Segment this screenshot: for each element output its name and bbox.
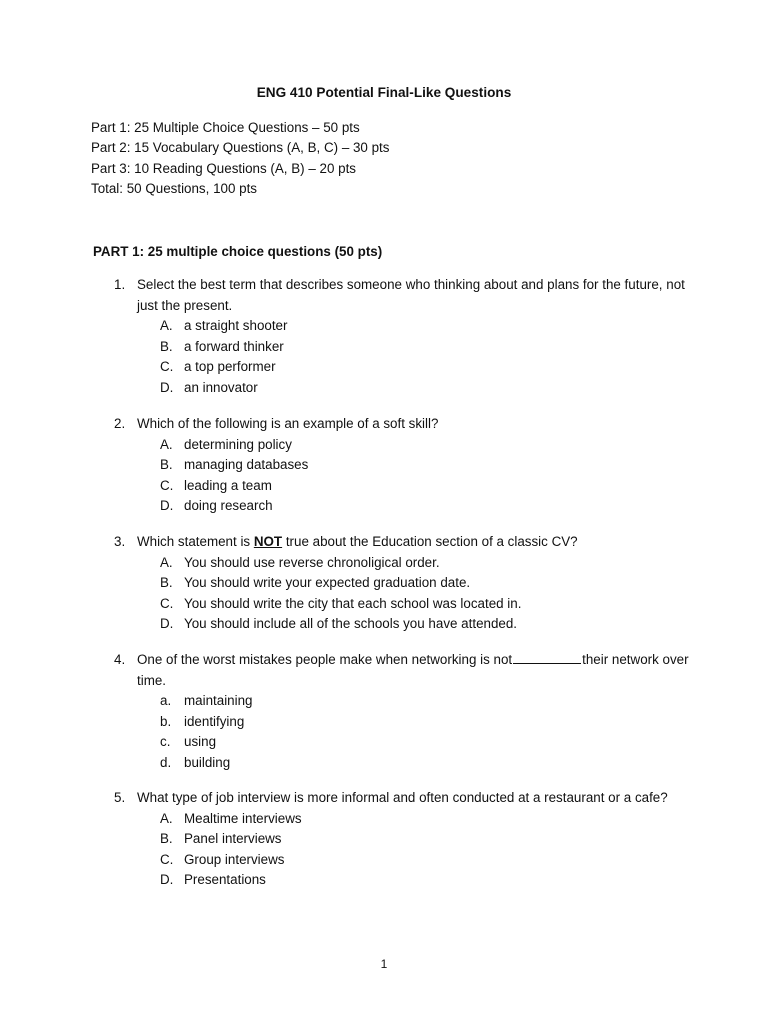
option-item xyxy=(114,435,694,456)
option-letter: D. xyxy=(160,872,174,888)
option-item xyxy=(114,870,694,891)
summary-line-total: Total: 50 Questions, 100 pts xyxy=(91,181,257,197)
option-item xyxy=(114,496,694,517)
option-letter: D. xyxy=(160,616,174,632)
question-number: 3. xyxy=(114,534,126,549)
option-letter: B. xyxy=(160,338,173,354)
option-text: You should include all of the schools you have attended. xyxy=(184,616,518,632)
option-item xyxy=(114,357,694,378)
option-item xyxy=(114,829,694,850)
option-text: determining policy xyxy=(184,436,292,452)
question-text-start: One of the worst mistakes people make when networking is not xyxy=(137,652,513,667)
option-text: a top performer xyxy=(184,359,276,375)
option-text: doing research xyxy=(184,498,273,514)
question-text: Select the best term that describes someone who thinking about and plans for the future, not just the present. xyxy=(137,277,685,313)
option-letter: D. xyxy=(160,498,174,514)
emphasis-not: NOT xyxy=(253,534,283,549)
option-text: identifying xyxy=(184,713,245,729)
option-item xyxy=(114,594,694,615)
option-letter: a. xyxy=(160,693,172,708)
option-letter: A. xyxy=(160,554,173,570)
option-text: You should use reverse chronoligical order. xyxy=(184,554,440,570)
option-item xyxy=(114,753,694,774)
option-list xyxy=(114,809,694,891)
option-list xyxy=(114,553,694,635)
option-text: Presentations xyxy=(184,872,266,888)
option-item xyxy=(114,809,694,830)
question-2 xyxy=(114,414,694,517)
option-letter: C. xyxy=(160,851,174,867)
option-item xyxy=(114,712,694,733)
option-text: Mealtime interviews xyxy=(184,810,302,826)
option-letter: C. xyxy=(160,595,174,611)
page-number: 1 xyxy=(380,957,388,971)
option-letter: A. xyxy=(160,810,173,826)
document-title: ENG 410 Potential Final-Like Questions xyxy=(256,85,512,100)
option-text: maintaining xyxy=(184,693,253,708)
question-number: 1. xyxy=(114,277,126,292)
option-item xyxy=(114,850,694,871)
option-item xyxy=(114,614,694,635)
option-text: You should write your expected graduation date. xyxy=(184,575,471,591)
option-list xyxy=(114,691,694,773)
summary-line-part3: Part 3: 10 Reading Questions (A, B) – 20 pts xyxy=(91,160,356,176)
option-letter: C. xyxy=(160,477,174,493)
option-letter: B. xyxy=(160,831,173,847)
question-1 xyxy=(114,275,694,398)
option-text: Panel interviews xyxy=(184,831,282,847)
option-text: a forward thinker xyxy=(184,338,284,354)
question-text-start: Which statement is xyxy=(137,534,254,549)
question-3 xyxy=(114,532,694,635)
question-text: Which of the following is an example of a soft skill? xyxy=(137,416,439,431)
fill-in-blank xyxy=(513,651,581,664)
question-stem xyxy=(114,532,694,553)
option-letter: D. xyxy=(160,379,174,395)
option-item xyxy=(114,476,694,497)
option-list xyxy=(114,316,694,398)
option-letter: c. xyxy=(160,734,171,750)
option-item xyxy=(114,732,694,753)
option-text: Group interviews xyxy=(184,851,285,867)
question-stem xyxy=(114,275,694,316)
option-item xyxy=(114,455,694,476)
option-letter: C. xyxy=(160,359,174,375)
option-item xyxy=(114,337,694,358)
question-number: 4. xyxy=(114,652,126,667)
option-text: a straight shooter xyxy=(184,318,288,333)
question-text-end: true about the Education section of a classic CV? xyxy=(282,534,578,549)
question-text xyxy=(137,650,694,691)
question-stem xyxy=(114,414,694,435)
option-text: managing databases xyxy=(184,457,309,473)
question-number: 2. xyxy=(114,416,126,431)
option-text: building xyxy=(184,754,231,770)
question-text: What type of job interview is more informal and often conducted at a restaurant or a cafe? xyxy=(137,790,668,805)
option-text: leading a team xyxy=(184,477,272,493)
question-5 xyxy=(114,788,694,891)
option-item xyxy=(114,573,694,594)
summary-line-part2: Part 2: 15 Vocabulary Questions (A, B, C) – 30 pts xyxy=(91,140,390,156)
option-letter: A. xyxy=(160,318,173,333)
question-stem xyxy=(114,650,694,691)
question-stem xyxy=(114,788,694,809)
summary-line-part1: Part 1: 25 Multiple Choice Questions – 50 pts xyxy=(91,120,360,135)
part1-heading: PART 1: 25 multiple choice questions (50 pts) xyxy=(93,244,383,259)
option-letter: B. xyxy=(160,457,173,473)
option-item xyxy=(114,316,694,337)
option-item xyxy=(114,378,694,399)
option-letter: d. xyxy=(160,754,172,770)
option-letter: B. xyxy=(160,575,173,591)
score-summary xyxy=(91,118,389,200)
question-number: 5. xyxy=(114,790,126,805)
question-4 xyxy=(114,650,694,773)
question-text-end: their network over time. xyxy=(137,652,689,688)
option-text: using xyxy=(184,734,217,750)
question-text xyxy=(137,532,694,553)
option-item xyxy=(114,553,694,574)
option-item xyxy=(114,691,694,712)
option-letter: b. xyxy=(160,713,172,729)
option-text: You should write the city that each school was located in. xyxy=(184,595,522,611)
option-text: an innovator xyxy=(184,379,258,395)
option-letter: A. xyxy=(160,436,173,452)
option-list xyxy=(114,435,694,517)
